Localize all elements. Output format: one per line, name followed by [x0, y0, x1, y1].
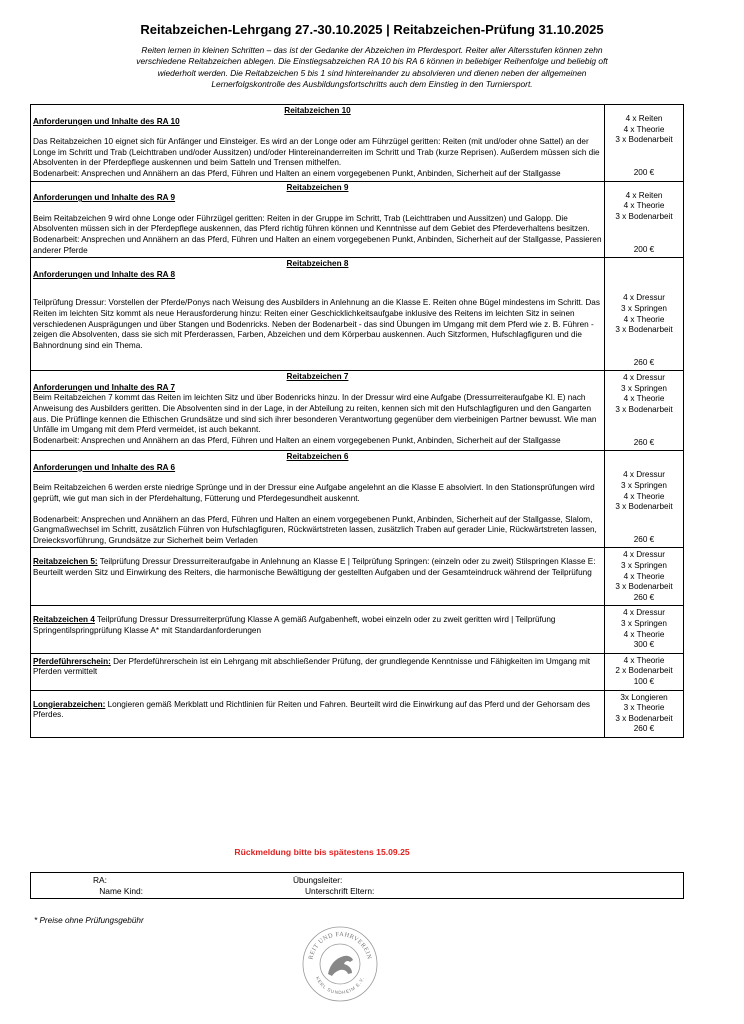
pfs-req: 2 x Bodenarbeit — [615, 666, 673, 676]
ra9-text: Beim Reitabzeichen 9 wird ohne Longe oder Führzügel geritten: Reiten in der Gruppe im Schritt, Trab (Leichttraben und Aussitzen) und Galopp. Die Absolventen müssen sich in der Pferdepflege auskennen, das Pferd richtig führen können und Kenntnisse auf dem Gebiet des Pferdeverhaltens besitzen. — [33, 213, 590, 234]
ra8-requirements — [605, 258, 684, 371]
ra6-req: 4 x Theorie — [623, 491, 665, 501]
form-cell — [31, 873, 684, 899]
ra4-req: 3 x Springen — [621, 618, 667, 628]
courses-table — [30, 104, 684, 738]
ra9-header: Reitabzeichen 9 — [286, 182, 349, 192]
ra7-row — [31, 371, 684, 451]
ra7-req: 3 x Springen — [621, 383, 667, 393]
ra10-text: Das Reitabzeichen 10 eignet sich für Anfänger und Einsteiger. Es wird an der Longe oder am Führzügel geritten: Reiten (mit und/oder ohne Sattel) an der Longe im Schritt und Trab (Leichttraben und/oder Aussitzen) und/oder Hintereinanderreiten im Schritt und Trab (kurze Reprisen). Außerdem müssen sich die Absolventen in der Pferdepflege auskennen und beim Satteln und Trensen mithelfen. — [33, 137, 600, 168]
club-seal-logo — [300, 924, 380, 1004]
ra4-description — [31, 606, 605, 653]
ra8-text: Teilprüfung Dressur: Vorstellen der Pferde/Ponys nach Weisung des Ausbilders in Anlehnung an die Klasse E. Reiten ohne Bügel mindestens im Schritt. Das Reiten im leichten Sitz kommt als neue Herausforderung hinzu: Reiten einer Geschicklichkeitsaufgabe inklusive des Reitens im leichten Sitz in seinen verschiedenen Ausprägungen und über Stangen und Bodenricks. Neben der Bodenarbeit - das sind Übungen im Umgang mit dem Pferd wie z. B. Führen - zeigen die Absolventen, dass sie sich mit Pferderassen, Farben, Abzeichen und dem Körperbau auskennen. Auch Sitzformen, Hufschlagfiguren und die Bahnordnung sind ein Thema. — [33, 298, 600, 350]
longe-description — [31, 690, 605, 737]
pfs-row — [31, 653, 684, 690]
ra10-subheader: Anforderungen und Inhalte des RA 10 — [33, 116, 180, 126]
intro-line: Reiten lernen in kleinen Schritten – das ist der Gedanke der Abzeichen im Pferdesport. Reiter aller Altersstufen können zehn — [141, 45, 603, 55]
ra9-row — [31, 181, 684, 258]
ra8-description — [31, 258, 605, 371]
pfs-requirements — [605, 653, 684, 690]
ra4-text: Teilprüfung Dressur Dressurreiterprüfung Klasse A gemäß Aufgabenheft, wobei einzeln oder zu zweit geritten wird | Teilprüfung Springentilspringprüfung Klasse A* mit Standardanforderungen — [33, 615, 556, 635]
intro-line: wiederholt werden. Die Reitabzeichen 5 bis 1 sind hintereinander zu absolvieren und dienen neben der allgemeinen — [157, 67, 587, 78]
longe-req: 3 x Theorie — [623, 703, 665, 713]
ra6-row — [31, 451, 684, 548]
ra6-price: 260 € — [633, 534, 655, 544]
ra7-text: Beim Reitabzeichen 7 kommt das Reiten im leichten Sitz und über Bodenricks hinzu. In der Dressur wird eine Aufgabe (Dressurreiteraufgabe Kl. E) nach Anweisung des Ausbilders geritten. Die Absolventen sind in der Lage, in der Abteilung zu reiten, kennen sich mit den Hufschlagfiguren und den Gangarten aus. Die Prüflinge kennen die Ethischen Grundsätze und sind sich ihrer besonderen Verantwortung gegenüber dem vierbeinigen Partner bewusst. Wie man Unfälle im Umgang mit dem Pferd vermeidet, ist auch bekannt. — [33, 393, 597, 435]
ra10-requirements — [605, 105, 684, 182]
longe-requirements — [605, 690, 684, 737]
ra8-header: Reitabzeichen 8 — [286, 259, 349, 269]
ra7-req: 3 x Bodenarbeit — [615, 405, 673, 415]
ra9-req: 4 x Reiten — [625, 190, 663, 200]
pfs-text: Der Pferdeführerschein ist ein Lehrgang mit abschließender Prüfung, der grundlegende Kenntnisse und Fähigkeiten im Umgang mit Pferden vermittelt — [33, 656, 591, 677]
ra5-req: 3 x Springen — [621, 561, 667, 570]
ra4-req: 4 x Theorie — [623, 629, 665, 639]
ra10-req: 4 x Theorie — [623, 124, 665, 134]
ra6-req: 3 x Bodenarbeit — [615, 502, 673, 512]
ra10-price: 200 € — [633, 167, 655, 177]
child-name-label: Name Kind: — [99, 885, 143, 896]
ra7-groundwork: Bodenarbeit: Ansprechen und Annähern an das Pferd, Führen und Halten an einem vorgegebenen Punkt, Anbinden, Sicherheit auf der Stallgasse — [33, 435, 561, 445]
longe-text: Longieren gemäß Merkblatt und Richtlinien für Reiten und Fahren. Beurteilt wird die Einwirkung auf das Pferd und der Gehorsam des Pferdes. — [33, 699, 591, 720]
ra10-req: 4 x Reiten — [625, 114, 663, 124]
ra6-req: 3 x Springen — [621, 481, 667, 491]
ra9-requirements — [605, 181, 684, 258]
ra8-req: 4 x Dressur — [623, 293, 665, 303]
ra5-req: 4 x Theorie — [623, 571, 665, 581]
seal-bottom-text: KERL SUNDHEIM E.V. — [314, 975, 366, 996]
longe-row — [31, 690, 684, 737]
deadline-notice: Rückmeldung bitte bis spätestens 15.09.25 — [234, 847, 410, 857]
longe-price: 260 € — [633, 724, 655, 734]
ra8-req: 3 x Springen — [621, 303, 667, 313]
ra9-description — [31, 181, 605, 258]
ra8-price: 260 € — [633, 357, 655, 367]
ra4-requirements — [605, 606, 684, 653]
ra10-req: 3 x Bodenarbeit — [615, 135, 673, 145]
ra10-groundwork: Bodenarbeit: Ansprechen und Annähern an das Pferd, Führen und Halten an einem vorgegebenen Punkt, Anbinden, Sicherheit auf der Stallgasse — [33, 168, 561, 178]
price-note: * Preise ohne Prüfungsgebühr — [34, 916, 144, 925]
longe-req: 3 x Bodenarbeit — [615, 713, 673, 723]
ra9-groundwork: Bodenarbeit: Ansprechen und Annähern an das Pferd, Führen und Halten an einem vorgegebenen Punkt, Anbinden, Sicherheit auf der Stallgasse, Passieren anderer Pferde — [33, 234, 602, 255]
ra5-requirements — [605, 548, 684, 606]
intro-line: Lernerfolgskontrolle des Ausbildungsfortschritts auch dem Einstieg in den Turniersport. — [211, 78, 533, 89]
ra7-description — [31, 371, 605, 451]
ra5-row — [31, 548, 684, 606]
ra7-req: 4 x Dressur — [623, 373, 665, 383]
ra6-subheader: Anforderungen und Inhalte des RA 6 — [33, 462, 176, 472]
ra5-text: Teilprüfung Dressur Dressurreiteraufgabe in Anlehnung an Klasse E | Teilprüfung Springen: (einzeln oder zu zweit) Stilspringen Klasse E: Beurteilt werden Sitz und Einwirkung des Reiters, die harmonische Bewältigung der gestellten Aufgaben und der Gesamteindruck während der Teilprüfung — [33, 557, 596, 577]
ra4-row — [31, 606, 684, 653]
ra8-req: 3 x Bodenarbeit — [615, 325, 673, 335]
ra7-requirements — [605, 371, 684, 451]
intro-line: verschiedene Reitabzeichen ablegen. Die Einstiegsabzeichen RA 10 bis RA 6 können in beliebiger Reihenfolge und beliebig oft — [136, 56, 608, 67]
ra5-req: 4 x Dressur — [623, 550, 665, 560]
pfs-price: 100 € — [633, 676, 655, 686]
ra8-subheader: Anforderungen und Inhalte des RA 8 — [33, 269, 176, 279]
ra5-label: Reitabzeichen 5: — [33, 557, 98, 567]
ra8-req: 4 x Theorie — [623, 314, 665, 324]
ra7-subheader: Anforderungen und Inhalte des RA 7 — [33, 382, 176, 392]
ra7-req: 4 x Theorie — [623, 394, 665, 404]
longe-req: 3x Longieren — [620, 692, 668, 702]
ra9-price: 200 € — [633, 244, 655, 254]
registration-form — [30, 872, 684, 899]
ra4-price: 300 € — [633, 640, 655, 650]
ra9-req: 3 x Bodenarbeit — [615, 211, 673, 221]
ra6-header: Reitabzeichen 6 — [286, 452, 349, 462]
ra5-req: 3 x Bodenarbeit — [615, 582, 673, 592]
horse-icon — [328, 956, 353, 976]
parent-signature-label: Unterschrift Eltern: — [305, 885, 375, 896]
ra9-subheader: Anforderungen und Inhalte des RA 9 — [33, 193, 176, 203]
ra4-label: Reitabzeichen 4 — [33, 615, 95, 625]
svg-text:KERL SUNDHEIM E.V. — [315, 976, 365, 995]
ra10-header: Reitabzeichen 10 — [284, 106, 351, 115]
ra5-price: 260 € — [633, 592, 655, 602]
page-title: Reitabzeichen-Lehrgang 27.-30.10.2025 | Reitabzeichen-Prüfung 31.10.2025 — [140, 22, 604, 37]
ra9-req: 4 x Theorie — [623, 201, 665, 211]
ra6-groundwork: Bodenarbeit: Ansprechen und Annähern an das Pferd, Führen und Halten an einem vorgegebenen Punkt, Anbinden, Sicherheit auf der Stallgasse, Slalom, Gangmaßwechsel im Schritt, zusätzlich Führen von Hufschlagfiguren, Rückwärtstreten lassen, zusätzlich Traben auf gerader Linie, Rückwärtstreten lassen, Dreiecksvorführung, Grundsätze zur Sicherheit beim Verladen — [33, 514, 597, 545]
ra5-description — [31, 548, 605, 606]
pfs-description — [31, 653, 605, 690]
intro-text — [40, 45, 704, 90]
pfs-req: 4 x Theorie — [623, 655, 665, 665]
ra10-description — [31, 105, 605, 182]
longe-label: Longierabzeichen: — [33, 699, 106, 709]
seal-top-text: REIT UND FAHRVEREIN — [307, 930, 373, 961]
pfs-label: Pferdeführerschein: — [33, 656, 111, 666]
ra6-requirements — [605, 451, 684, 548]
ra7-header: Reitabzeichen 7 — [286, 372, 349, 382]
ra7-price: 260 € — [633, 437, 655, 447]
ra6-description — [31, 451, 605, 548]
ra6-text: Beim Reitabzeichen 6 werden erste niedrige Sprünge und in der Dressur eine Aufgabe angelehnt an die Klasse E absolviert. In den Stationsprüfungen wird geprüft, wie gut man sich in der Pferdehaltung, Fütterung und Pferdegesundheit auskennt. — [33, 483, 595, 504]
ra4-req: 4 x Dressur — [623, 608, 665, 618]
trainer-label: Übungsleiter: — [293, 875, 343, 885]
ra6-req: 4 x Dressur — [623, 470, 665, 480]
ra8-row — [31, 258, 684, 371]
ra-field-label: RA: — [93, 875, 107, 885]
ra10-row — [31, 105, 684, 182]
